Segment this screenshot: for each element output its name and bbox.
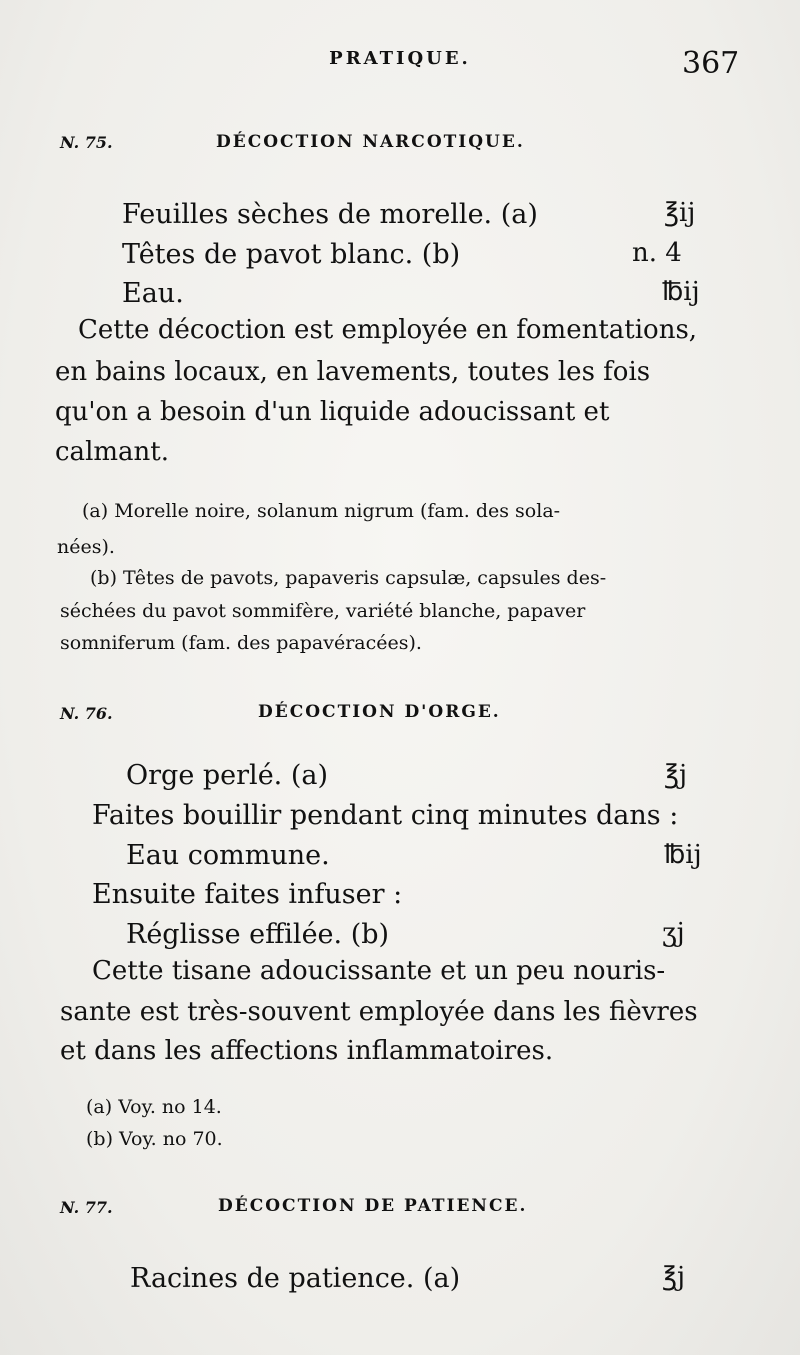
section-title: DÉCOCTION DE PATIENCE. bbox=[218, 1196, 528, 1216]
section-title: DÉCOCTION NARCOTIQUE. bbox=[216, 132, 525, 152]
ingredient-qty: n. 4 bbox=[632, 238, 682, 268]
ingredient-qty: ℔ij bbox=[664, 840, 702, 870]
body-text-line: en bains locaux, en lavements, toutes les fois bbox=[55, 357, 651, 387]
footnote-line: séchées du pavot sommifère, variété blanche, papaver bbox=[60, 600, 586, 622]
ingredient-qty: ℥j bbox=[664, 760, 688, 790]
footnote-line: (a) Morelle noire, solanum nigrum (fam. des sola- bbox=[82, 500, 561, 522]
ingredient-qty: ʒj bbox=[662, 918, 685, 948]
section-number: N. 76. bbox=[60, 704, 113, 723]
ingredient-name: Eau. bbox=[122, 278, 184, 309]
ingredient-name: Racines de patience. (a) bbox=[130, 1263, 461, 1294]
footnote-line: somniferum (fam. des papavéracées). bbox=[60, 632, 422, 654]
footnote-line: (b) Têtes de pavots, papaveris capsulæ, capsules des- bbox=[90, 567, 607, 589]
ingredient-name: Têtes de pavot blanc. (b) bbox=[122, 239, 461, 270]
section-number: N. 77. bbox=[60, 1198, 113, 1217]
section-number: N. 75. bbox=[60, 133, 113, 152]
ingredient-qty: ℥j bbox=[662, 1262, 686, 1292]
body-text-line: Cette décoction est employée en fomentations, bbox=[78, 315, 698, 345]
footnote-line: (b) Voy. no 70. bbox=[86, 1128, 223, 1150]
body-text-line: et dans les affections inflammatoires. bbox=[60, 1036, 554, 1066]
page-number: 367 bbox=[682, 46, 740, 81]
ingredient-qty: ℔ij bbox=[662, 277, 700, 307]
instruction-line: Faites bouillir pendant cinq minutes dans : bbox=[92, 800, 679, 831]
footnote-line: (a) Voy. no 14. bbox=[86, 1096, 222, 1118]
body-text-line: calmant. bbox=[55, 437, 169, 467]
instruction-line: Ensuite faites infuser : bbox=[92, 879, 403, 910]
ingredient-name: Orge perlé. (a) bbox=[126, 760, 328, 791]
ingredient-name: Feuilles sèches de morelle. (a) bbox=[122, 199, 538, 230]
ingredient-name: Eau commune. bbox=[126, 840, 330, 871]
body-text-line: Cette tisane adoucissante et un peu nouris- bbox=[92, 956, 666, 986]
section-title: DÉCOCTION D'ORGE. bbox=[258, 702, 501, 722]
ingredient-name: Réglisse effilée. (b) bbox=[126, 919, 390, 950]
ingredient-qty: ℥ij bbox=[664, 198, 696, 228]
running-title: PRATIQUE. bbox=[329, 48, 471, 69]
footnote-line: nées). bbox=[57, 536, 115, 558]
body-text-line: sante est très-souvent employée dans les fièvres bbox=[60, 997, 698, 1027]
body-text-line: qu'on a besoin d'un liquide adoucissant et bbox=[55, 397, 610, 427]
